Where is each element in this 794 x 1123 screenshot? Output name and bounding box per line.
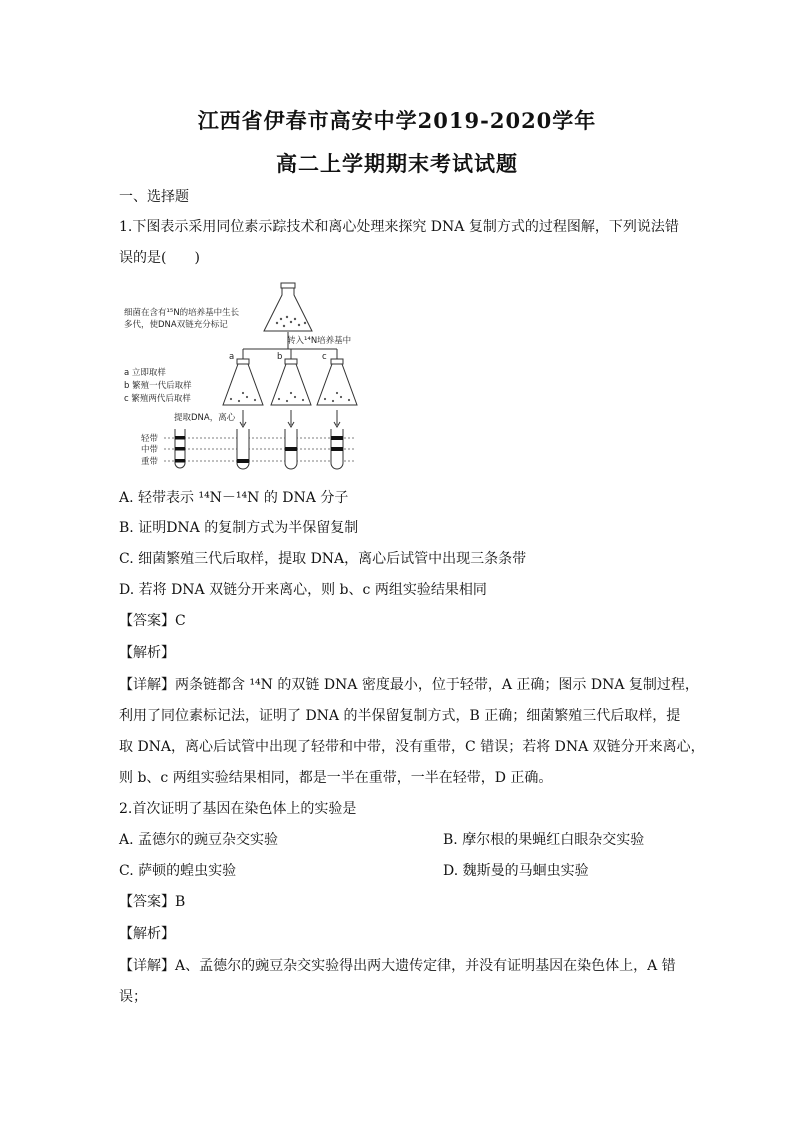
q2-option-a: A. 孟德尔的豌豆杂交实验 <box>119 832 279 848</box>
document-title-line-1: 江西省伊春市高安中学2019-2020学年 <box>197 108 597 133</box>
q1-option-d: D. 若将 DNA 双链分开来离心，则 b、c 两组实验结果相同 <box>119 582 487 598</box>
q1-stem-line-2: 误的是( ) <box>119 250 200 266</box>
figure-label-culture-1: 细菌在含有¹⁵N的培养基中生长 <box>124 308 240 318</box>
source-flask-icon <box>264 283 312 331</box>
figure-legend-a: a 立即取样 <box>124 368 166 378</box>
q1-detail-line-4: 则 b、c 两组实验结果相同，都是一半在重带，一半在轻带，D 正确。 <box>119 770 553 786</box>
tube-a-icon <box>237 429 249 469</box>
flask-a-icon <box>223 359 263 405</box>
q1-detail-line-2: 利用了同位素标记法，证明了 DNA 的半保留复制方式，B 正确；细菌繁殖三代后取样，提 <box>119 708 681 724</box>
flask-c-icon <box>317 359 357 405</box>
q1-stem-line-1: 1.下图表示采用同位素示踪技术和离心处理来探究 DNA 复制方式的过程图解，下列说法错 <box>119 219 679 235</box>
figure-label-a: a <box>229 352 235 362</box>
figure-label-b: b <box>277 352 283 362</box>
down-arrow-icons <box>240 410 340 427</box>
flask-b-icon <box>271 359 311 405</box>
figure-label-c: c <box>322 352 327 362</box>
figure-band-heavy: 重带 <box>141 457 159 467</box>
q2-stem: 2.首次证明了基因在染色体上的实验是 <box>119 801 357 817</box>
q2-option-b: B. 摩尔根的果蝇红白眼杂交实验 <box>443 832 645 848</box>
q1-option-c: C. 细菌繁殖三代后取样，提取 DNA，离心后试管中出现三条条带 <box>119 551 527 567</box>
q2-option-c: C. 萨顿的蝗虫实验 <box>119 863 237 879</box>
figure-legend-c: c 繁殖两代后取样 <box>124 394 191 404</box>
figure-label-culture-2: 多代，使DNA双链充分标记 <box>124 320 228 330</box>
q1-analysis-heading: 【解析】 <box>119 645 175 661</box>
q1-answer: 【答案】C <box>119 613 186 629</box>
q2-answer: 【答案】B <box>119 894 186 910</box>
q1-detail-line-3: 取 DNA，离心后试管中出现了轻带和中带，没有重带，C 错误；若将 DNA 双链分开来离心， <box>119 739 705 755</box>
figure-band-light: 轻带 <box>141 434 159 444</box>
q2-analysis-heading: 【解析】 <box>119 926 175 942</box>
q2-detail-line-1: 【详解】A、孟德尔的豌豆杂交实验得出两大遗传定律，并没有证明基因在染色体上，A 错 <box>119 958 676 974</box>
reference-tube-icon <box>175 429 185 468</box>
tube-c-icon <box>331 429 343 469</box>
q2-option-d: D. 魏斯曼的马蛔虫实验 <box>443 863 589 879</box>
figure-band-middle: 中带 <box>141 445 159 455</box>
figure-label-transfer: 转入¹⁴N培养基中 <box>287 336 352 346</box>
q1-option-a: A. 轻带表示 ¹⁴N－¹⁴N 的 DNA 分子 <box>119 490 349 506</box>
q1-option-b: B. 证明DNA 的复制方式为半保留复制 <box>119 520 359 536</box>
dna-replication-figure <box>119 279 389 475</box>
figure-legend-b: b 繁殖一代后取样 <box>124 381 192 391</box>
q2-detail-line-2: 误； <box>119 989 147 1005</box>
section-heading: 一、选择题 <box>119 189 189 205</box>
tube-b-icon <box>285 429 297 469</box>
figure-label-extract: 提取DNA，离心 <box>174 413 236 423</box>
document-title-line-2: 高二上学期期末考试试题 <box>276 151 518 176</box>
q1-detail-line-1: 【详解】两条链都含 ¹⁴N 的双链 DNA 密度最小，位于轻带，A 正确；图示 DNA 复制过程， <box>119 677 699 693</box>
